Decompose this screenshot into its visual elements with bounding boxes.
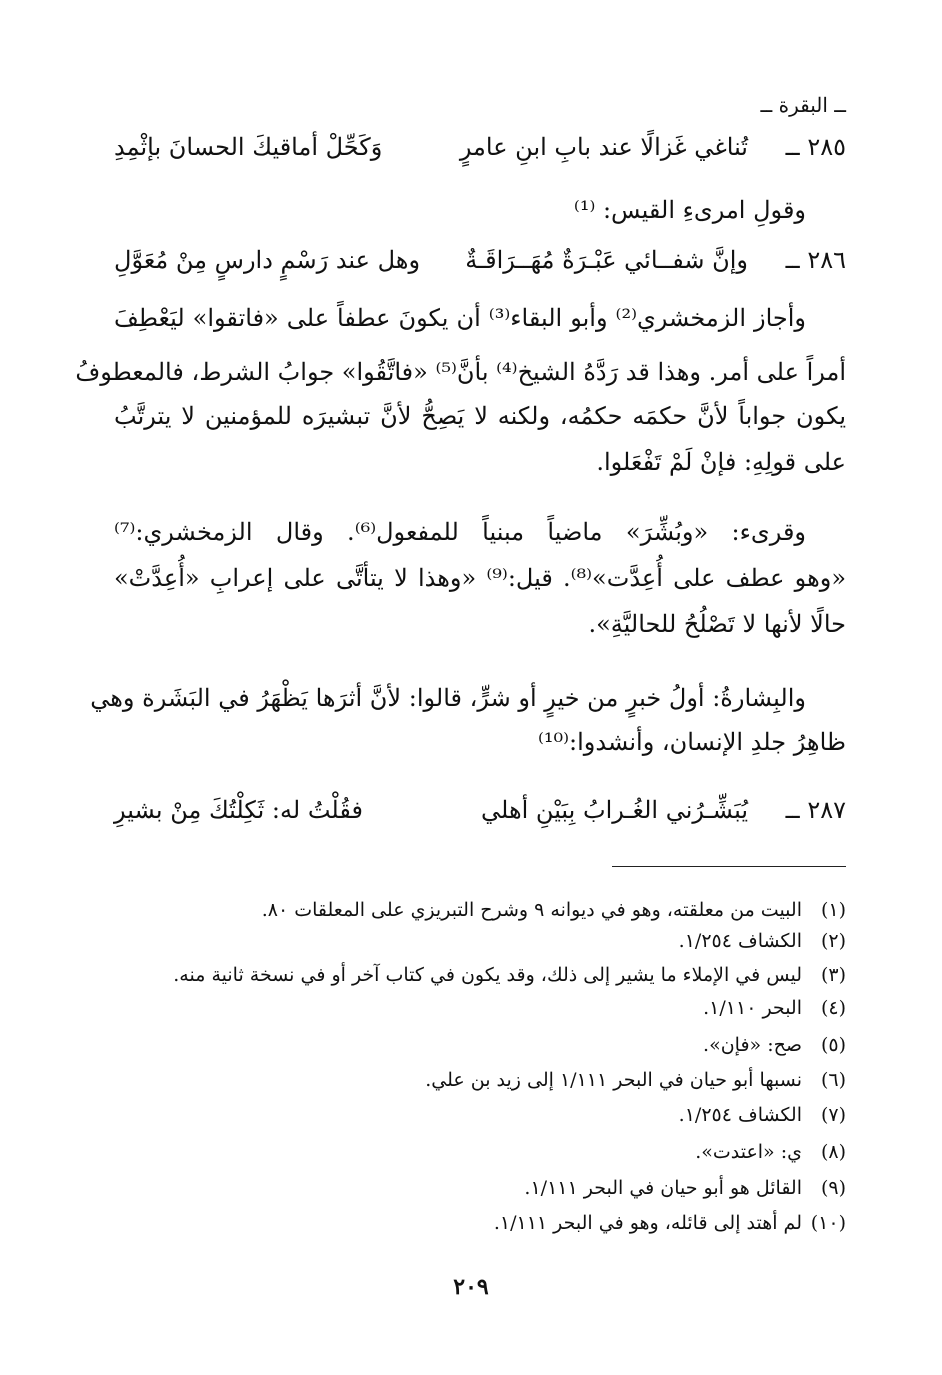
verse-number: ٢٨٦ ــ [785,246,846,274]
footnote [114,895,846,925]
footnote [114,926,846,956]
verse-second-hemistich: وهل عند رَسْمٍ دارسٍ مِنْ مُعَوَّلِ [114,246,421,274]
footnote [114,993,846,1023]
verse-first-hemistich: تُناغي غَزالًا عند بابِ ابنِ عامرٍ [459,133,748,161]
verse-intro-line: وقولِ امرىءِ القيس: ⁽¹⁾ [573,196,806,224]
verse-first-hemistich: يُبَشِّـرُني الغُـرابُ بِبَيْنِ أهلي [481,796,748,824]
footnote-text: لم أهتد إلى قائله، وهو في البحر ١/١١١. [493,1212,802,1234]
footnote-text: صح: «فإن». [703,1034,802,1056]
footnote-text: البحر ١/١١٠. [703,997,802,1019]
verse-first-hemistich: وإنَّ شفــائي عَبْـرَةٌ مُهَــرَاقَـةٌ [465,246,748,274]
footnote-separator [612,866,846,867]
running-head: ــ البقرة ــ [760,93,846,117]
footnote-text: البيت من معلقته، وهو في ديوانه ٩ وشرح التبريزي على المعلقات ٨٠. [261,899,802,921]
footnote [114,1173,846,1203]
footnote-number: (٢) [820,930,846,952]
paragraph-line: وأجاز الزمخشري⁽²⁾ وأبو البقاء⁽³⁾ أن يكونَ عطفاً على «فاتقوا» ليَعْطِفَ [114,304,806,332]
footnote-number: (١) [820,899,846,921]
paragraph-line: يكون جواباً لأنَّ حكمَه حكمُه، ولكنه لا يَصِحُّ لأنَّ تبشيرَه للمؤمنين لا يترتَّبُ [114,402,846,430]
footnote-number: (١٠) [810,1212,846,1234]
footnote-number: (٧) [820,1104,846,1126]
paragraph-line: حالًا لأنها لا تَصْلُحُ للحاليَّةِ». [588,610,846,638]
footnote-number: (٩) [820,1177,846,1199]
footnote [114,960,846,990]
verse-number: ٢٨٧ ــ [785,796,846,824]
paragraph-line: ظاهِرُ جلدِ الإنسان، وأنشدوا:⁽¹⁰⁾ [537,728,846,756]
footnote [114,1065,846,1095]
verse-second-hemistich: فقُلْتُ له: ثَكِلْتُكَ مِنْ بشيرِ [114,796,363,824]
footnote-number: (٣) [820,964,846,986]
page-number: ٢٠٩ [453,1274,489,1300]
footnote [114,1137,846,1167]
footnote-text: ليس في الإملاء ما يشير إلى ذلك، وقد يكون في كتاب آخر أو في نسخة ثانية منه. [173,964,802,986]
footnote-number: (٦) [820,1069,846,1091]
verse-286 [114,240,846,280]
paragraph-line: «وهو عطف على أُعِدَّت»⁽⁸⁾. قيل:⁽⁹⁾ «وهذا لا يتأتَّى على إعرابِ «أُعِدَّتْ» [114,564,847,592]
footnote-text: الكشاف ١/٢٥٤. [678,930,802,952]
verse-second-hemistich: وَكَحِّلْ أماقيكَ الحسانَ بإثْمِدِ [114,133,383,161]
footnote-number: (٨) [820,1141,846,1163]
footnote-text: القائل هو أبو حيان في البحر ١/١١١. [524,1177,802,1199]
footnote [114,1208,846,1238]
footnote-number: (٥) [820,1034,846,1056]
footnote-text: ي: «اعتدت». [695,1141,802,1163]
paragraph-line: وقرىء: «وبُشِّرَ» ماضياً مبنياً للمفعول⁽⁶⁾. وقال الزمخشري:⁽⁷⁾ [114,518,806,546]
footnote [114,1030,846,1060]
paragraph-line: أمراً على أمر. وهذا قد رَدَّهُ الشيخ⁽⁴⁾ بأنَّ⁽⁵⁾ «فاتَّقُوا» جوابُ الشرط، فالمعطوفُ [75,358,846,386]
footnote-text: الكشاف ١/٢٥٤. [678,1104,802,1126]
verse-287 [114,790,846,830]
footnote-number: (٤) [820,997,846,1019]
paragraph-line: والبِشارةُ: أولُ خبرٍ من خيرٍ أو شرٍّ، قالوا: لأنَّ أثرَها يَظْهَرُ في البَشَرة وهي [90,684,806,712]
footnote [114,1100,846,1130]
verse-285 [114,127,846,167]
footnote-text: نسبها أبو حيان في البحر ١/١١١ إلى زيد بن علي. [425,1069,802,1091]
verse-number: ٢٨٥ ــ [785,133,846,161]
paragraph-line: على قولِهِ: فإنْ لَمْ تَفْعَلوا. [596,448,846,476]
